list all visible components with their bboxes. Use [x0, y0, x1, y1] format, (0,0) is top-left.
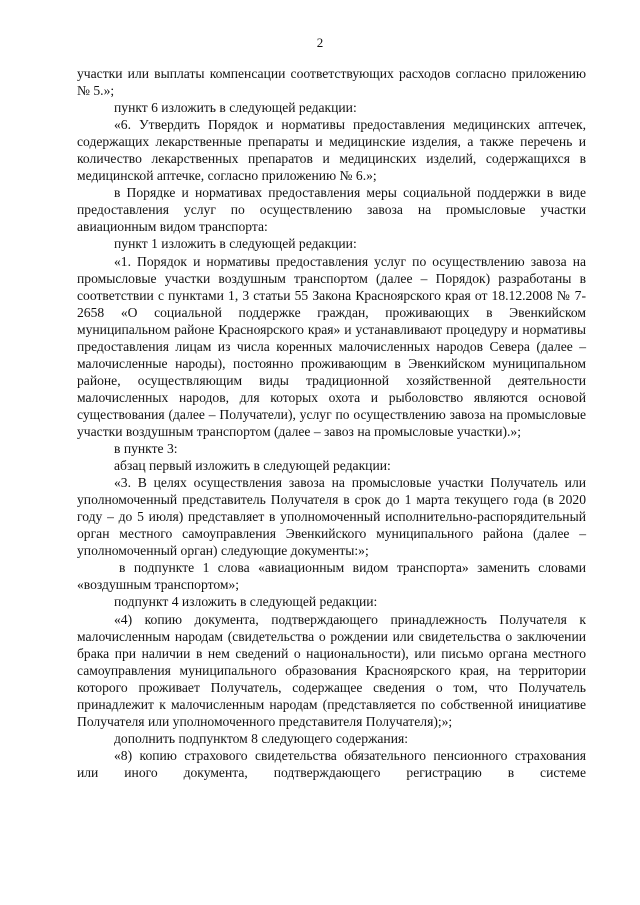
paragraph: участки или выплаты компенсации соответствующих расходов согласно приложению № 5.»;	[77, 66, 586, 99]
document-body	[77, 65, 586, 781]
paragraph: «3. В целях осуществления завоза на промысловые участки Получатель или уполномоченный представитель Получателя в срок до 1 марта текущего года (в 2020 году – до 5 июля) представляет в уполномоченный исполнительно-распорядительный орган местного самоуправления Эвенкийского муниципального района (далее – уполномоченный орган) следующие документы:»;	[77, 475, 586, 559]
paragraph: в Порядке и нормативах предоставления меры социальной поддержки в виде предоставления услуг по осуществлению завоза на промысловые участки авиационным видом транспорта:	[77, 185, 586, 235]
paragraph: в пункте 3:	[114, 441, 178, 457]
paragraph: «4) копию документа, подтверждающего принадлежность Получателя к малочисленным народам (свидетельства о рождении или свидетельства о заключении брака при наличии в нем сведений о национальности), или письмо органа местного самоуправления муниципального образования Красноярского края, на территории которого проживает Получатель, содержащее сведения о том, что Получатель принадлежит к малочисленным народам (представляется по собственной инициативе Получателя или уполномоченного представителя Получателя);»;	[77, 611, 586, 729]
paragraph: «8) копию страхового свидетельства обязательного пенсионного страхования или иного документа, подтверждающего регистрацию в системе	[77, 747, 586, 780]
paragraph: в подпункте 1 слова «авиационным видом транспорта» заменить словами «воздушным транспортом»;	[77, 560, 586, 593]
page-number: 2	[316, 35, 324, 50]
paragraph: дополнить подпунктом 8 следующего содержания:	[114, 730, 409, 746]
paragraph: «6. Утвердить Порядок и нормативы предоставления медицинских аптечек, содержащих лекарственные препараты и медицинские изделия, а также перечень и количество лекарственных препаратов и медицинских изделий, содержащихся в медицинской аптечке, согласно приложению № 6.»;	[77, 117, 586, 184]
paragraph: абзац первый изложить в следующей редакции:	[114, 458, 391, 474]
paragraph: пункт 6 изложить в следующей редакции:	[114, 100, 357, 116]
paragraph: подпункт 4 изложить в следующей редакции:	[114, 594, 378, 610]
paragraph: «1. Порядок и нормативы предоставления услуг по осуществлению завоза на промысловые участки воздушным транспортом (далее – Порядок) разработаны в соответствии с пунктами 1, 3 статьи 55 Закона Красноярского края от 18.12.2008 № 7-2658 «О социальной поддержке граждан, проживающих в Эвенкийском муниципальном районе Красноярского края» и устанавливают процедуру и нормативы предоставления лицам из числа коренных малочисленных народов Севера (далее – малочисленные народы), постоянно проживающим в Эвенкийском муниципальном районе, осуществляющим виды традиционной хозяйственной деятельности малочисленных народов, для которых охота и рыболовство являются основой существования (далее – Получатели), услуг по осуществлению завоза на промысловые участки воздушным транспортом (далее – завоз на промысловые участки).»;	[77, 253, 586, 439]
paragraph: пункт 1 изложить в следующей редакции:	[114, 236, 357, 252]
